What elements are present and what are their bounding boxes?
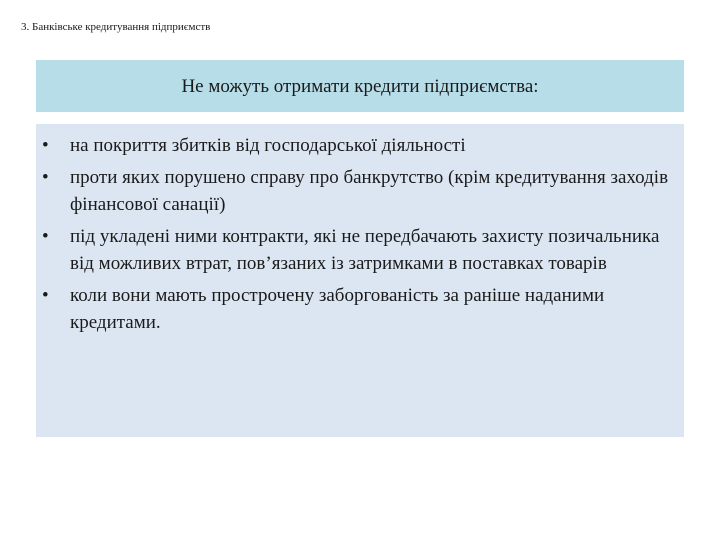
- title-box: [36, 60, 684, 112]
- page-title: Не можуть отримати кредити підприємства:: [181, 76, 539, 97]
- list-item: [36, 282, 674, 336]
- bullet-list: [36, 132, 674, 336]
- list-item-text: під укладені ними контракти, які не передбачають захисту позичальника від можливих втрат, пов’язаних із затримками в поставках товарів: [70, 226, 660, 274]
- list-item: [36, 223, 674, 277]
- slide-caption: 3. Банківське кредитування підприємств: [21, 21, 211, 33]
- list-item-text: коли вони мають прострочену заборгованість за раніше наданими кредитами.: [70, 285, 605, 333]
- bullet-icon: •: [42, 135, 49, 156]
- content-box: [36, 124, 684, 437]
- list-item-text: проти яких порушено справу про банкрутство (крім кредитування заходів фінансової санації): [70, 167, 669, 215]
- list-item-text: на покриття збитків від господарської діяльності: [70, 135, 466, 156]
- list-item: [36, 132, 674, 159]
- bullet-icon: •: [42, 167, 49, 188]
- bullet-icon: •: [42, 285, 49, 306]
- list-item: [36, 164, 674, 218]
- bullet-icon: •: [42, 226, 49, 247]
